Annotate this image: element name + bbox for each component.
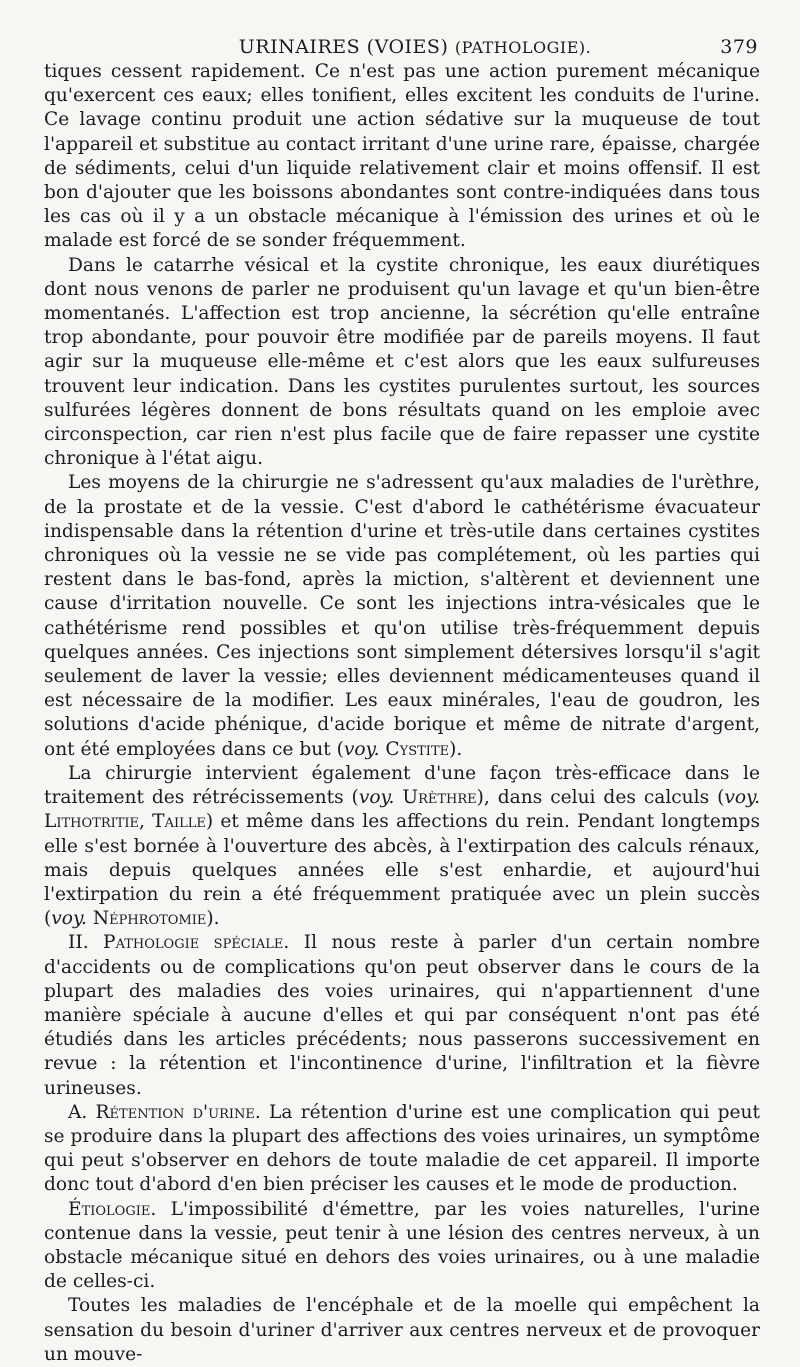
running-title-sub: (PATHOLOGIE). (454, 38, 592, 57)
text-run: La rétention d'urine est une complication qui peut se produire dans la plupart des affections des voies urinaires, un symptôme qui peut s'observer en dehors de toute maladie de cet appareil. Il importe donc tout d'abord d'en bien préciser les causes et le mode de production. (44, 1101, 760, 1196)
paragraph-catarrhe: Dans le catarrhe vésical et la cystite chronique, les eaux diurétiques dont nous venons de parler ne produisent qu'un lavage et qu'un bien-être momentanés. L'affection est trop ancienne, la sécrétion qu'elle entraîne trop abondante, pour pouvoir être modifiée par de pareils moyens. Il faut agir sur la muqueuse elle-même et c'est alors que les eaux sulfureuses trouvent leur indication. Dans les cystites purulentes surtout, les sources sulfurées légères donnent de bons résultats quand on les emploie avec circonspection, car rien n'est plus facile que de faire repasser une cystite chronique à l'état aigu. (44, 254, 760, 470)
paragraph-traitement (44, 762, 760, 931)
text-run: Il nous reste à parler d'un certain nombre d'accidents ou de complications qu'on peut observer dans le cours de la plupart des maladies des voies urinaires, qui n'appartiennent d'une manière spéciale à aucune d'elles et qui par conséquent n'ont pas été étudiés dans les articles précédents; nous passerons successivement en revue : la rétention et l'incontinence d'urine, l'infiltration et la fièvre urineuses. (44, 932, 760, 1099)
text-run: ), dans celui des calculs ( (476, 787, 725, 809)
cross-reference-cystite: Cystite (385, 738, 450, 760)
cross-reference-nephrotomie: Néphrotomie (92, 908, 207, 930)
text-run: L'impossibilité d'émettre, par les voies naturelles, l'urine contenue dans la vessie, peut tenir à une lésion des centres nerveux, à un obstacle mécanique situé en dehors des voies urinaires, ou à une maladie de celles-ci. (44, 1198, 760, 1293)
voy-marker: voy. (51, 908, 87, 930)
page-number: 379 (720, 36, 758, 58)
voy-marker: voy. (358, 787, 395, 809)
section-heading: II. Pathologie spéciale. (68, 932, 290, 954)
running-header (44, 30, 760, 60)
voy-marker: voy. (724, 787, 760, 809)
cross-reference-urethre: Urèthre (402, 787, 477, 809)
text-run: Les moyens de la chirurgie ne s'adressent qu'aux maladies de l'urèthre, de la prostate et de la vessie. C'est d'abord le cathétérisme évacuateur indispensable dans la rétention d'urine et très-utile dans certaines cystites chroniques où la vessie ne se vide pas complétement, où les parties qui restent dans le bas-fond, après la miction, s'altèrent et deviennent une cause d'irritation nouvelle. Ce sont les injections intra-vésicales que le cathétérisme rend possibles et qu'on utilise très-fréquemment depuis quelques années. Ces injections sont simplement détersives lorsqu'il s'agit seulement de laver la vessie; elles deviennent médicamenteuses quand il est nécessaire de la modifier. Les eaux minérales, l'eau de goudron, les solutions d'acide phénique, d'acide borique et même de nitrate d'argent, ont été employées dans ce but ( (44, 472, 760, 760)
text-run: ). (449, 738, 463, 760)
subsection-heading: A. Rétention d'urine. (68, 1101, 261, 1123)
paragraph-etiologie (44, 1198, 760, 1295)
paragraph-pathologie-speciale (44, 931, 760, 1100)
subsection-heading: Étiologie. (68, 1198, 157, 1220)
text-run: ). (206, 908, 220, 930)
text-run: ) et même dans les affections du rein. Pendant longtemps elle s'est bornée à l'ouverture des abcès, à l'extirpation des calculs rénaux, mais depuis quelques années elle s'est enhardie, et aujourd'hui l'extirpation du rein a été fréquemment pratiquée avec un plein succès ( (44, 811, 760, 930)
text-run: La chirurgie intervient également d'une façon très-efficace dans le traitement des rétrécissements ( (44, 762, 760, 809)
cross-reference-lithotritie: Lithotritie, Taille (44, 811, 206, 833)
paragraph-encephale: Toutes les maladies de l'encéphale et de la moelle qui empêchent la sensation du besoin d'uriner d'arriver aux centres nerveux et de provoquer un mouve- (44, 1295, 760, 1365)
paragraph-chirurgie (44, 471, 760, 761)
voy-marker: voy. (343, 738, 380, 760)
running-title (44, 36, 760, 58)
running-title-main: URINAIRES (VOIES) (238, 36, 449, 58)
paragraph-continuation: tiques cessent rapidement. Ce n'est pas une action purement mécanique qu'exercent ces eaux; elles tonifient, elles excitent les conduits de l'urine. Ce lavage continu produit une action sédative sur la muqueuse de tout l'appareil et substitue au contact irritant d'une urine rare, épaisse, chargée de sédiments, celui d'un liquide relativement clair et moins offensif. Il est bon d'ajouter que les boissons abondantes sont contre-indiquées dans tous les cas où il y a un obstacle mécanique à l'émission des urines et où le malade est forcé de se sonder fréquemment. (44, 61, 760, 252)
paragraph-retention (44, 1101, 760, 1198)
article-body (44, 60, 760, 1367)
